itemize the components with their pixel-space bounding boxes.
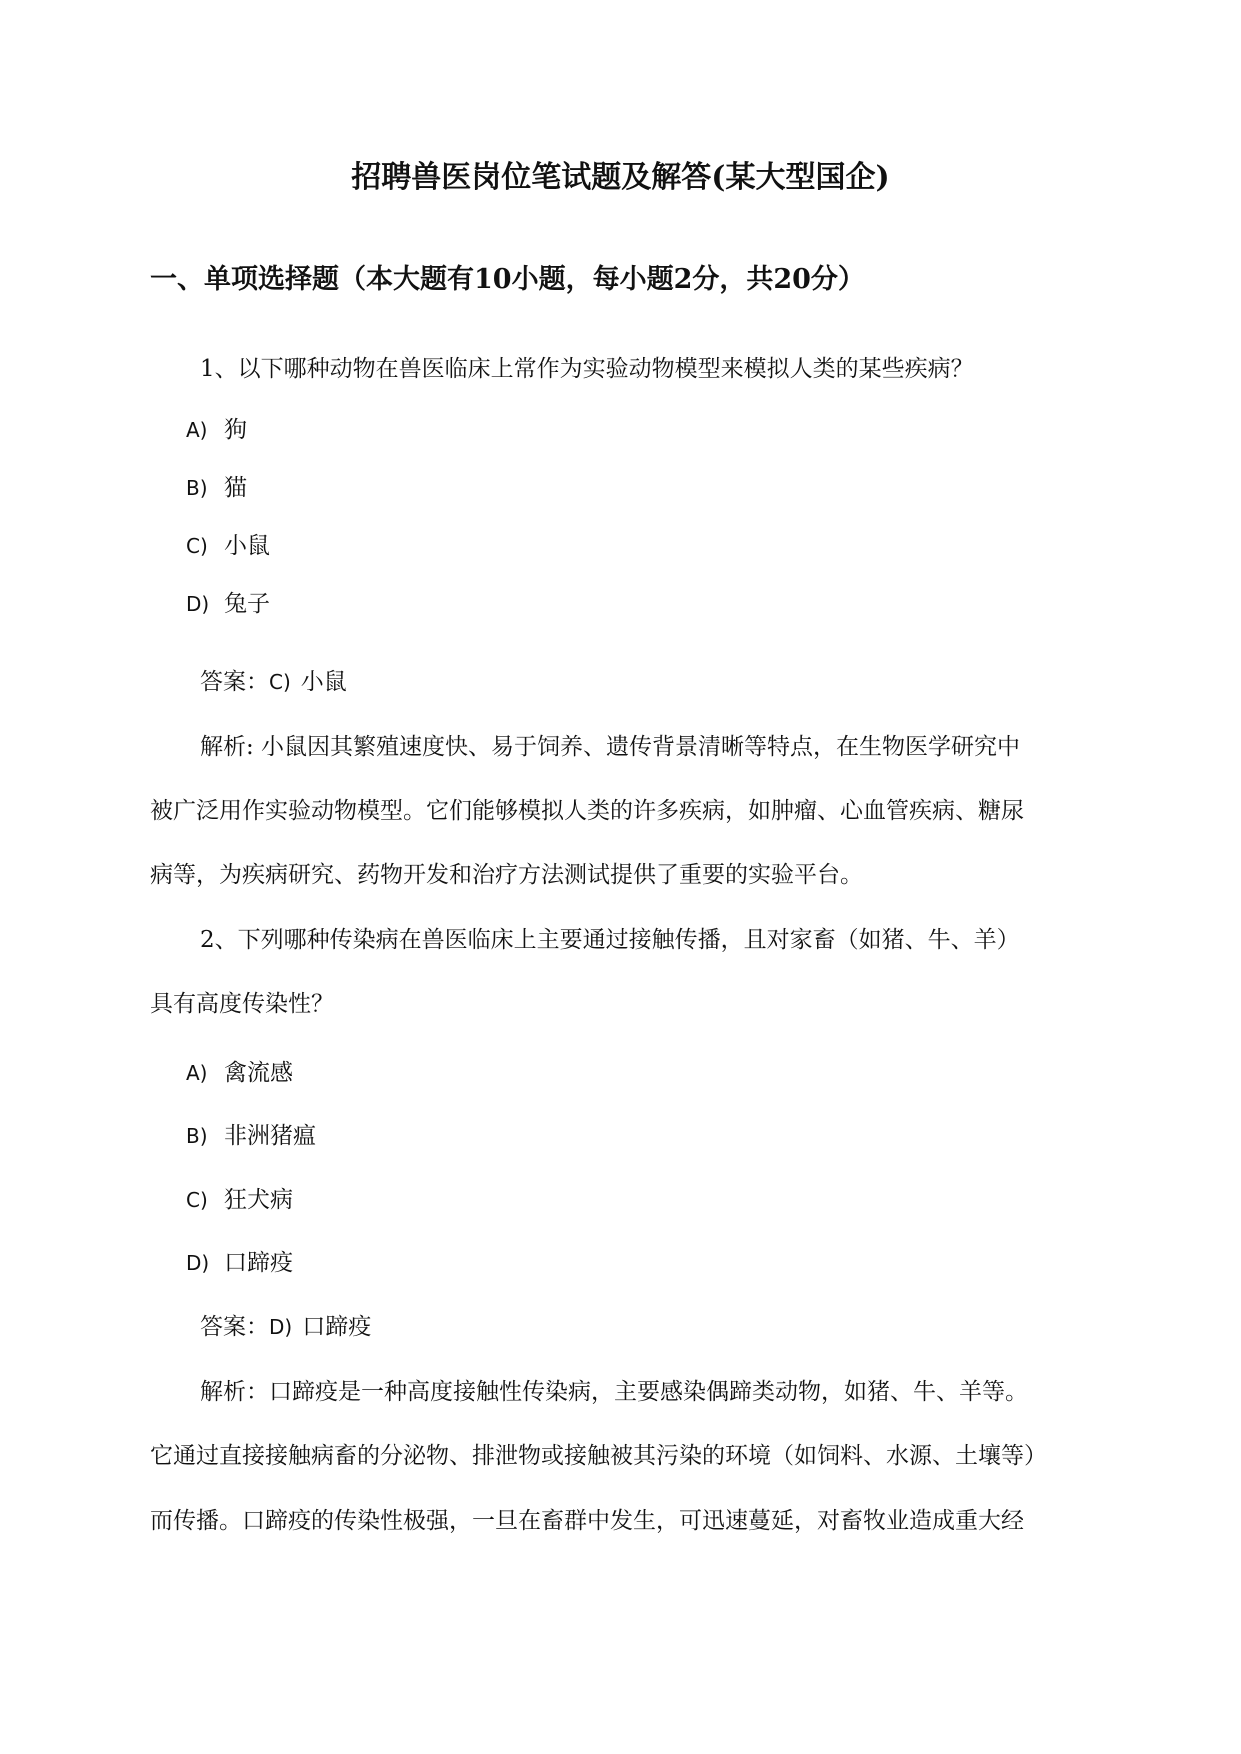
section-heading: 一、单项选择题（本大题有10小题，每小题2分，共20分） [150,264,865,295]
option-letter: A) [186,418,208,442]
question-1-option-b [186,472,247,504]
question-1-option-c [186,530,270,562]
question-2-analysis-line-3: 而传播。口蹄疫的传染性极强，一旦在畜群中发生，可迅速蔓延，对畜牧业造成重大经 [150,1508,1024,1534]
option-letter: C) [186,534,208,558]
question-2-analysis-line-2: 它通过直接接触病畜的分泌物、排泄物或接触被其污染的环境（如饲料、水源、土壤等） [150,1443,1047,1469]
document-title: 招聘兽医岗位笔试题及解答(某大型国企) [351,160,890,195]
answer-text: 口蹄疫 [302,1314,372,1340]
question-2-option-c [186,1184,293,1216]
question-1-answer [200,666,347,698]
option-letter: B) [186,476,208,500]
option-letter: D) [186,1251,210,1275]
option-text: 小鼠 [224,533,270,559]
answer-letter: D) [269,1315,293,1339]
question-1-option-d [186,588,270,620]
answer-label: 答案： [200,1314,269,1340]
option-text: 禽流感 [224,1060,293,1086]
answer-text: 小鼠 [300,669,347,695]
question-2-analysis-line-1: 解析：口蹄疫是一种高度接触性传染病，主要感染偶蹄类动物，如猪、牛、羊等。 [200,1379,1028,1405]
option-letter: B) [186,1124,208,1148]
question-2-answer [200,1311,371,1343]
question-1-option-a [186,414,247,446]
question-2-stem-line-1: 2、下列哪种传染病在兽医临床上主要通过接触传播，且对家畜（如猪、牛、羊） [200,927,1020,953]
option-text: 非洲猪瘟 [224,1123,316,1149]
option-text: 狗 [224,417,247,443]
answer-letter: C) [269,670,291,694]
option-letter: D) [186,592,210,616]
option-text: 口蹄疫 [224,1250,293,1276]
question-2-option-a [186,1057,293,1089]
question-2-stem-line-2: 具有高度传染性？ [150,991,334,1017]
question-1-analysis-line-2: 被广泛用作实验动物模型。它们能够模拟人类的许多疾病，如肿瘤、心血管疾病、糖尿 [150,798,1024,824]
question-2-option-d [186,1247,293,1279]
option-letter: A) [186,1061,208,1085]
answer-label: 答案： [200,669,269,695]
question-1-analysis-line-3: 病等，为疾病研究、药物开发和治疗方法测试提供了重要的实验平台。 [150,862,863,888]
option-text: 猫 [224,475,247,501]
question-1-analysis-line-1: 解析: 小鼠因其繁殖速度快、易于饲养、遗传背景清晰等特点，在生物医学研究中 [200,734,1021,760]
option-text: 狂犬病 [224,1187,293,1213]
option-letter: C) [186,1188,208,1212]
option-text: 兔子 [224,591,270,617]
question-2-option-b [186,1120,316,1152]
question-1-stem: 1、以下哪种动物在兽医临床上常作为实验动物模型来模拟人类的某些疾病？ [200,356,974,382]
